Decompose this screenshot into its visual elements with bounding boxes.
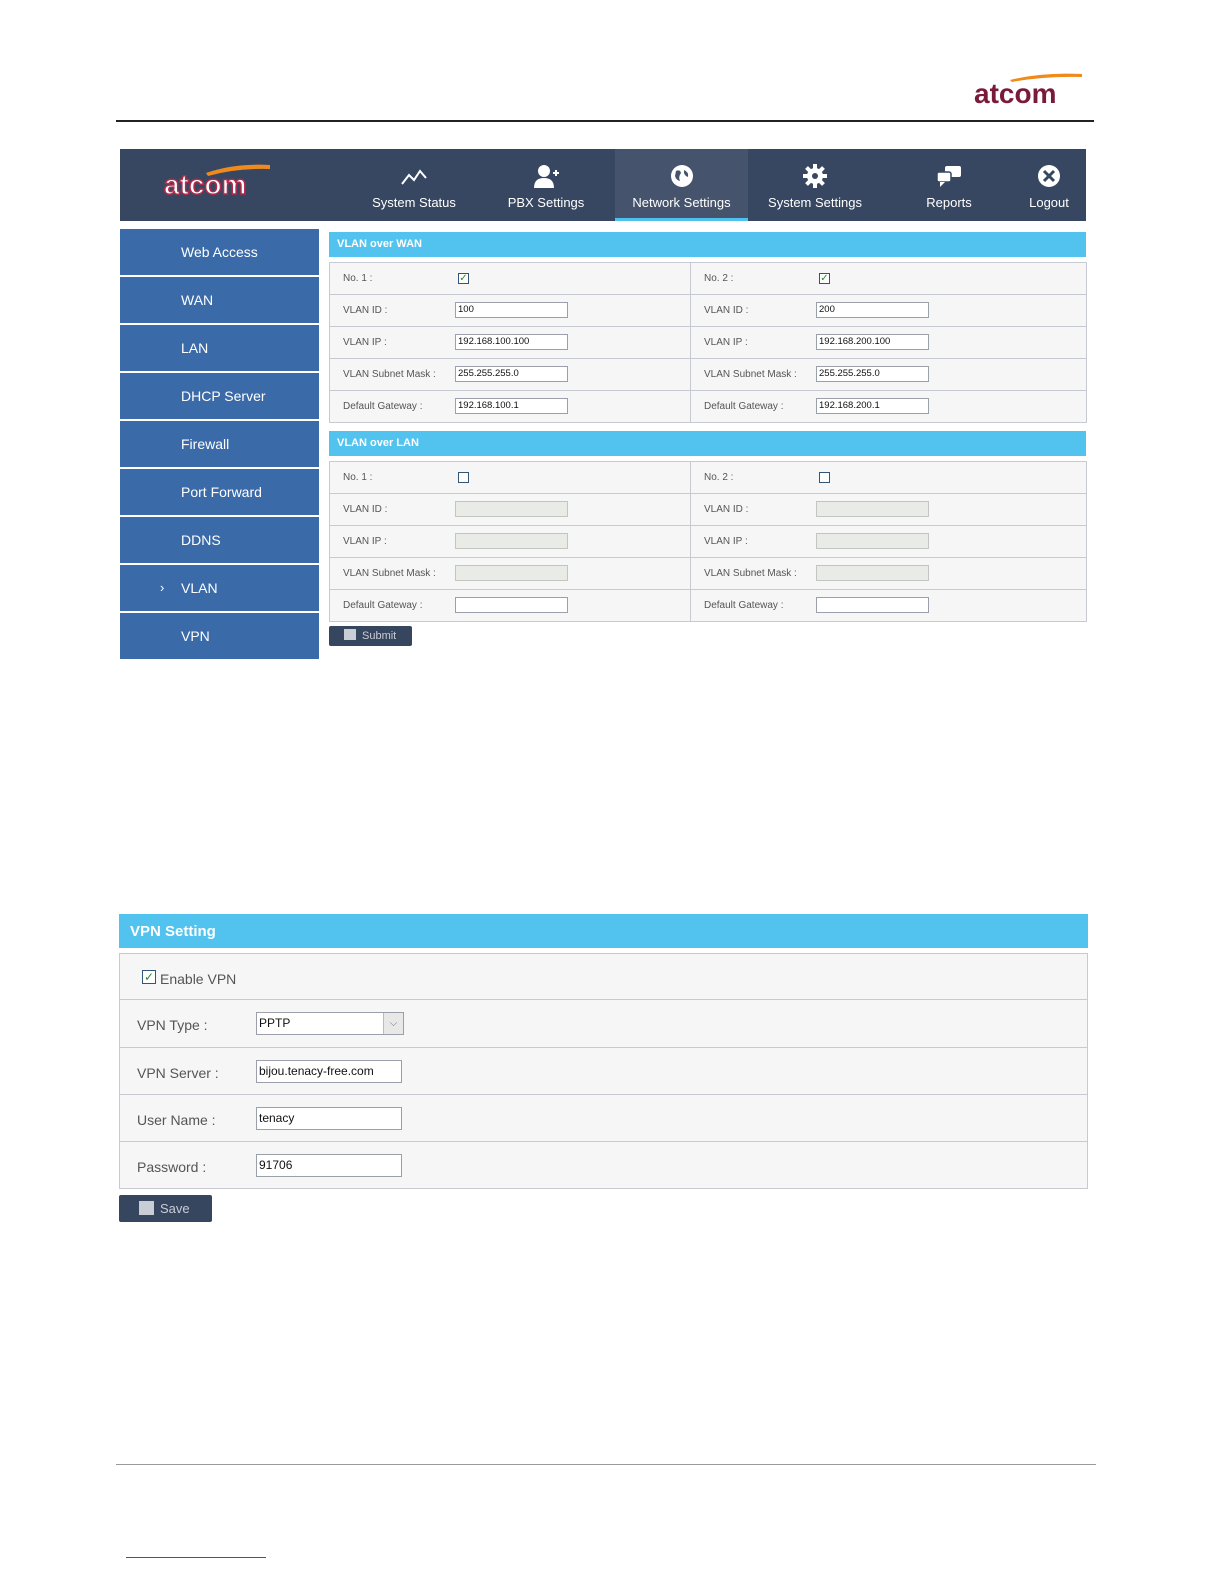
floppy-disk-icon — [139, 1201, 154, 1215]
lan-no2-vlan-ip-input — [816, 533, 929, 549]
vpn-server-row — [120, 1048, 1087, 1095]
sidebar-item-lan[interactable] — [120, 325, 319, 371]
field-label: VLAN ID : — [343, 504, 388, 515]
wan-no1-checkbox[interactable]: ✓ — [459, 273, 468, 284]
enable-vpn-checkbox[interactable]: ✓ — [143, 970, 155, 984]
wan-no2-vlan-id-input[interactable]: 200 — [816, 302, 929, 318]
gear-icon — [802, 163, 828, 189]
globe-icon — [669, 163, 695, 189]
chart-line-icon — [401, 163, 427, 189]
user-name-row — [120, 1095, 1087, 1142]
nav-label: Logout — [1029, 195, 1069, 210]
close-circle-icon — [1036, 163, 1062, 189]
sidebar — [120, 229, 319, 661]
sidebar-item-label: DHCP Server — [181, 388, 266, 404]
vpn-type-row — [120, 1000, 1087, 1048]
user-name-input[interactable]: tenacy — [256, 1107, 402, 1130]
field-label: VLAN IP : — [704, 536, 748, 547]
svg-text:atcom: atcom — [974, 78, 1057, 108]
sidebar-item-firewall[interactable] — [120, 421, 319, 467]
submit-label: Submit — [362, 630, 397, 642]
footer-link-underline[interactable] — [126, 1557, 266, 1558]
lan-no1-checkbox[interactable] — [458, 472, 469, 483]
vlan-lan-table — [329, 461, 1087, 622]
sidebar-item-label: Firewall — [181, 436, 230, 452]
vpn-server-input[interactable]: bijou.tenacy-free.com — [256, 1060, 402, 1083]
vpn-form — [119, 953, 1088, 1189]
field-label: VLAN IP : — [343, 337, 387, 348]
vlan-wan-table — [329, 262, 1087, 423]
field-label: No. 2 : — [704, 472, 734, 483]
vlan-screenshot — [120, 149, 1086, 660]
sidebar-item-web-access[interactable] — [120, 229, 319, 275]
wan-no1-gateway-input[interactable]: 192.168.100.1 — [455, 398, 568, 414]
field-label: VLAN ID : — [343, 305, 388, 316]
sidebar-item-label: DDNS — [181, 532, 221, 548]
vpn-screenshot — [119, 914, 1088, 1223]
vlan-wan-title: VLAN over WAN — [329, 232, 1086, 257]
field-label: VPN Server : — [137, 1065, 219, 1081]
field-label: Default Gateway : — [343, 600, 423, 611]
field-label: VLAN IP : — [343, 536, 387, 547]
wan-no2-checkbox[interactable]: ✓ — [820, 273, 829, 284]
sidebar-item-vlan[interactable] — [120, 565, 319, 611]
sidebar-item-label: VLAN — [181, 580, 218, 596]
svg-text:atcom: atcom — [164, 169, 247, 200]
sidebar-item-vpn[interactable] — [120, 613, 319, 659]
chat-bubbles-icon — [936, 163, 962, 189]
field-label: VLAN Subnet Mask : — [343, 568, 436, 579]
lan-no1-vlan-id-input — [455, 501, 568, 517]
wan-no2-gateway-input[interactable]: 192.168.200.1 — [816, 398, 929, 414]
vpn-type-select[interactable] — [256, 1012, 404, 1035]
nav-label: System Status — [372, 195, 456, 210]
lan-no2-gateway-input[interactable] — [816, 597, 929, 613]
field-label: VLAN IP : — [704, 337, 748, 348]
sidebar-item-label: Web Access — [181, 244, 258, 260]
document-logo — [972, 72, 1084, 108]
nav-reports[interactable] — [904, 149, 994, 221]
save-label: Save — [160, 1201, 190, 1216]
field-label: Default Gateway : — [704, 600, 784, 611]
lan-no2-vlan-id-input — [816, 501, 929, 517]
enable-vpn-label: Enable VPN — [160, 971, 237, 987]
top-nav-bar — [120, 149, 1086, 221]
nav-label: PBX Settings — [507, 195, 585, 210]
sidebar-item-label: LAN — [181, 340, 209, 356]
field-label: VLAN ID : — [704, 504, 749, 515]
sidebar-item-port-forward[interactable] — [120, 469, 319, 515]
nav-system-settings[interactable] — [761, 149, 869, 221]
nav-label: Reports — [926, 195, 972, 210]
chevron-down-icon: ⌵ — [383, 1013, 403, 1034]
lan-no1-subnet-mask-input — [455, 565, 568, 581]
user-add-icon — [533, 163, 559, 189]
lan-no1-vlan-ip-input — [455, 533, 568, 549]
field-label: No. 2 : — [704, 273, 734, 284]
field-label: No. 1 : — [343, 273, 373, 284]
lan-no2-subnet-mask-input — [816, 565, 929, 581]
sidebar-item-label: VPN — [181, 628, 210, 644]
nav-system-status[interactable] — [360, 149, 468, 221]
nav-label: Network Settings — [632, 195, 731, 210]
field-label: Default Gateway : — [704, 401, 784, 412]
header-rule — [116, 120, 1094, 122]
vpn-setting-title: VPN Setting — [119, 914, 1088, 948]
wan-no2-subnet-mask-input[interactable]: 255.255.255.0 — [816, 366, 929, 382]
lan-no1-gateway-input[interactable] — [455, 597, 568, 613]
lan-no2-checkbox[interactable] — [819, 472, 830, 483]
chevron-right-icon: › — [160, 580, 165, 595]
nav-network-settings[interactable] — [615, 149, 748, 221]
sidebar-item-dhcp-server[interactable] — [120, 373, 319, 419]
floppy-disk-icon — [344, 629, 356, 640]
field-label: VLAN Subnet Mask : — [343, 369, 436, 380]
wan-no1-subnet-mask-input[interactable]: 255.255.255.0 — [455, 366, 568, 382]
field-label: VLAN Subnet Mask : — [704, 568, 797, 579]
nav-logout[interactable] — [1014, 149, 1084, 221]
wan-no1-vlan-ip-input[interactable]: 192.168.100.100 — [455, 334, 568, 350]
field-label: User Name : — [137, 1112, 216, 1128]
footer-rule — [116, 1464, 1096, 1465]
sidebar-item-label: Port Forward — [181, 484, 262, 500]
field-label: VPN Type : — [137, 1017, 208, 1033]
field-label: No. 1 : — [343, 472, 373, 483]
sidebar-item-wan[interactable] — [120, 277, 319, 323]
sidebar-item-label: WAN — [181, 292, 214, 308]
password-row — [120, 1142, 1087, 1188]
vlan-wan-section — [329, 232, 1086, 423]
wan-no1-vlan-id-input[interactable]: 100 — [455, 302, 568, 318]
vlan-lan-title: VLAN over LAN — [329, 431, 1086, 456]
submit-button[interactable] — [329, 626, 412, 646]
enable-vpn-row — [120, 954, 1087, 1000]
field-label: Default Gateway : — [343, 401, 423, 412]
save-button[interactable] — [119, 1195, 212, 1222]
wan-no2-vlan-ip-input[interactable]: 192.168.200.100 — [816, 334, 929, 350]
field-label: Password : — [137, 1159, 207, 1175]
field-label: VLAN Subnet Mask : — [704, 369, 797, 380]
app-logo — [162, 161, 274, 201]
nav-label: System Settings — [768, 195, 862, 210]
vpn-type-value: PPTP — [259, 1016, 291, 1030]
sidebar-item-ddns[interactable] — [120, 517, 319, 563]
password-input[interactable]: 91706 — [256, 1154, 402, 1177]
nav-pbx-settings[interactable] — [492, 149, 600, 221]
field-label: VLAN ID : — [704, 305, 749, 316]
vlan-lan-section — [329, 431, 1086, 622]
